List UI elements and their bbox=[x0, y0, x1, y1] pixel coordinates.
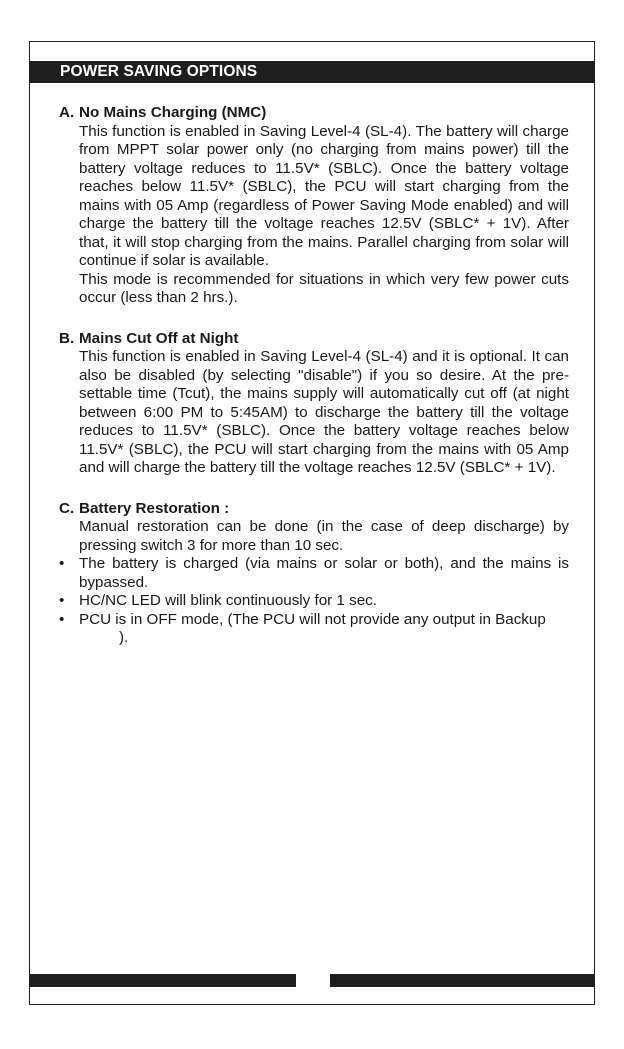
bullet-text: PCU is in OFF mode, (The PCU will not provide any output in Backup bbox=[79, 610, 546, 628]
section-b bbox=[59, 330, 569, 478]
section-a bbox=[59, 104, 569, 308]
section-c-bullet-list bbox=[59, 555, 569, 648]
section-a-paragraph-2: This mode is recommended for situations in which very few power cuts occur (less than 2 hrs.). bbox=[79, 270, 569, 306]
section-b-letter: B. bbox=[59, 329, 75, 347]
section-c-paragraph-1: Manual restoration can be done (in the case of deep discharge) by pressing switch 3 for more than 10 sec. bbox=[79, 518, 569, 554]
section-c-letter: C. bbox=[59, 499, 75, 517]
page-title: POWER SAVING OPTIONS bbox=[30, 61, 594, 83]
section-b-paragraph-1: This function is enabled in Saving Level-4 (SL-4) and it is optional. It can also be disabled (by selecting "disable") if you so desire. At the pre-settable time (Tcut), the mains supply will automatically cut off (at night between 6:00 PM to 5:45AM) to discharge the battery till the voltage reduces to 11.5V* (SBLC). Once the battery voltage reaches below 11.5V* (SBLC), the PCU will start charging from the mains with 05 Amp and will charge the battery till the voltage reaches 12.5V (SBLC* + 1V). bbox=[79, 348, 569, 476]
section-c bbox=[59, 500, 569, 648]
section-b-heading bbox=[59, 330, 569, 349]
bullet-icon: • bbox=[59, 592, 65, 609]
bullet-trailing-text: ). bbox=[119, 629, 129, 646]
footer-bar-left bbox=[30, 974, 296, 987]
section-a-heading bbox=[59, 104, 569, 123]
section-c-heading bbox=[59, 500, 569, 519]
document-body bbox=[59, 104, 569, 670]
section-a-paragraph-1: This function is enabled in Saving Level-4 (SL-4). The battery will charge from MPPT solar power only (no charging from mains power) till the battery voltage reduces to 11.5V* (SBLC). Once the battery voltage reaches below 11.5V* (SBLC), the PCU will start charging from the mains with 05 Amp (regardless of Power Saving Mode enabled) and will charge the battery till the voltage reaches 12.5V (SBLC* + 1V). After that, it will stop charging from the mains. Parallel charging from solar will continue if solar is available. bbox=[79, 122, 569, 269]
section-c-title: Battery Restoration : bbox=[79, 499, 230, 517]
section-a-title: No Mains Charging (NMC) bbox=[79, 104, 267, 121]
section-a-letter: A. bbox=[59, 104, 75, 121]
bullet-text: HC/NC LED will blink continuously for 1 sec. bbox=[79, 592, 377, 609]
bullet-icon: • bbox=[59, 610, 65, 628]
footer-bar-right bbox=[330, 974, 594, 987]
bullet-text: The battery is charged (via mains or solar or both), and the mains is bypassed. bbox=[79, 555, 569, 591]
section-b-body bbox=[59, 348, 569, 478]
list-item bbox=[59, 555, 569, 592]
list-item bbox=[59, 611, 569, 648]
list-item bbox=[59, 592, 569, 611]
bullet-icon: • bbox=[59, 555, 65, 572]
section-a-body bbox=[59, 123, 569, 308]
section-c-body bbox=[59, 518, 569, 555]
section-b-title: Mains Cut Off at Night bbox=[79, 329, 239, 347]
